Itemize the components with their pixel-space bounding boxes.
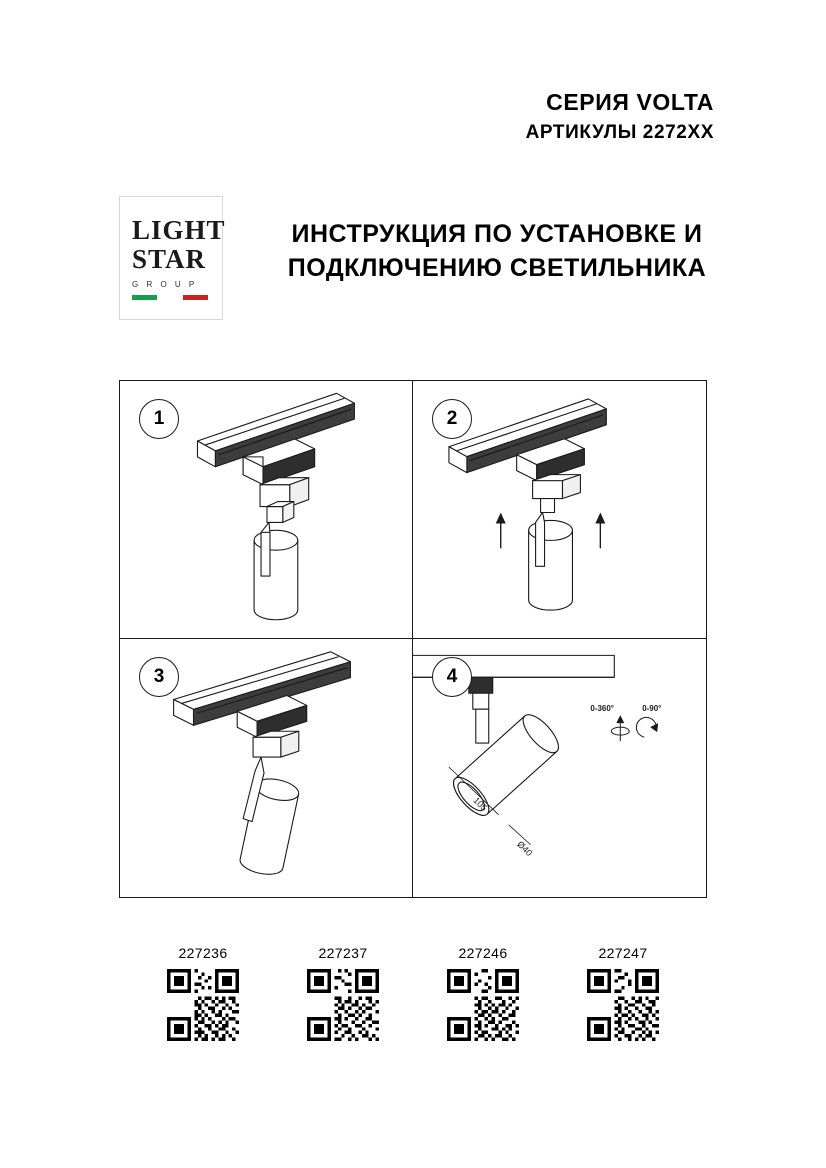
step-number-badge-2: 2 — [432, 399, 472, 439]
qr-item — [571, 945, 675, 1041]
dimension-diameter-label: Ø40 — [515, 839, 535, 859]
italian-flag-icon — [132, 295, 208, 300]
step-panel-3 — [120, 639, 413, 897]
logo-text-group: G R O U P — [132, 279, 198, 289]
step-panel-1 — [120, 381, 413, 639]
installation-steps-grid — [119, 380, 707, 898]
rotation-vertical-label: 0-90° — [642, 704, 662, 714]
rotation-horizontal-label: 0-360° — [590, 704, 614, 714]
qr-code-image-227246 — [447, 969, 519, 1041]
qr-code-image-227236 — [167, 969, 239, 1041]
qr-code-label: 227236 — [178, 945, 228, 961]
step-number-badge-1: 1 — [139, 399, 179, 439]
qr-item — [291, 945, 395, 1041]
qr-code-image-227247 — [587, 969, 659, 1041]
qr-code-label: 227246 — [458, 945, 508, 961]
series-articles: АРТИКУЛЫ 2272XX — [525, 122, 714, 144]
dimension-length-label: 105 — [471, 795, 490, 813]
qr-code-image-227237 — [307, 969, 379, 1041]
qr-item — [151, 945, 255, 1041]
series-title: СЕРИЯ VOLTA — [546, 89, 714, 115]
step-number-badge-3: 3 — [139, 657, 179, 697]
document-header — [526, 88, 714, 146]
step-panel-2 — [413, 381, 706, 639]
brand-logo — [119, 196, 226, 320]
step-number-badge-4: 4 — [432, 657, 472, 697]
qr-code-list — [119, 945, 707, 1041]
page-title: ИНСТРУКЦИЯ ПО УСТАНОВКЕ И ПОДКЛЮЧЕНИЮ СВЕТИЛЬНИКА — [287, 220, 707, 282]
qr-code-label: 227237 — [318, 945, 368, 961]
logo-text-light: LIGHT — [132, 214, 226, 245]
logo-text-star: STAR — [132, 243, 207, 274]
qr-code-label: 227247 — [598, 945, 648, 961]
qr-item — [431, 945, 535, 1041]
step-panel-4 — [413, 639, 706, 897]
